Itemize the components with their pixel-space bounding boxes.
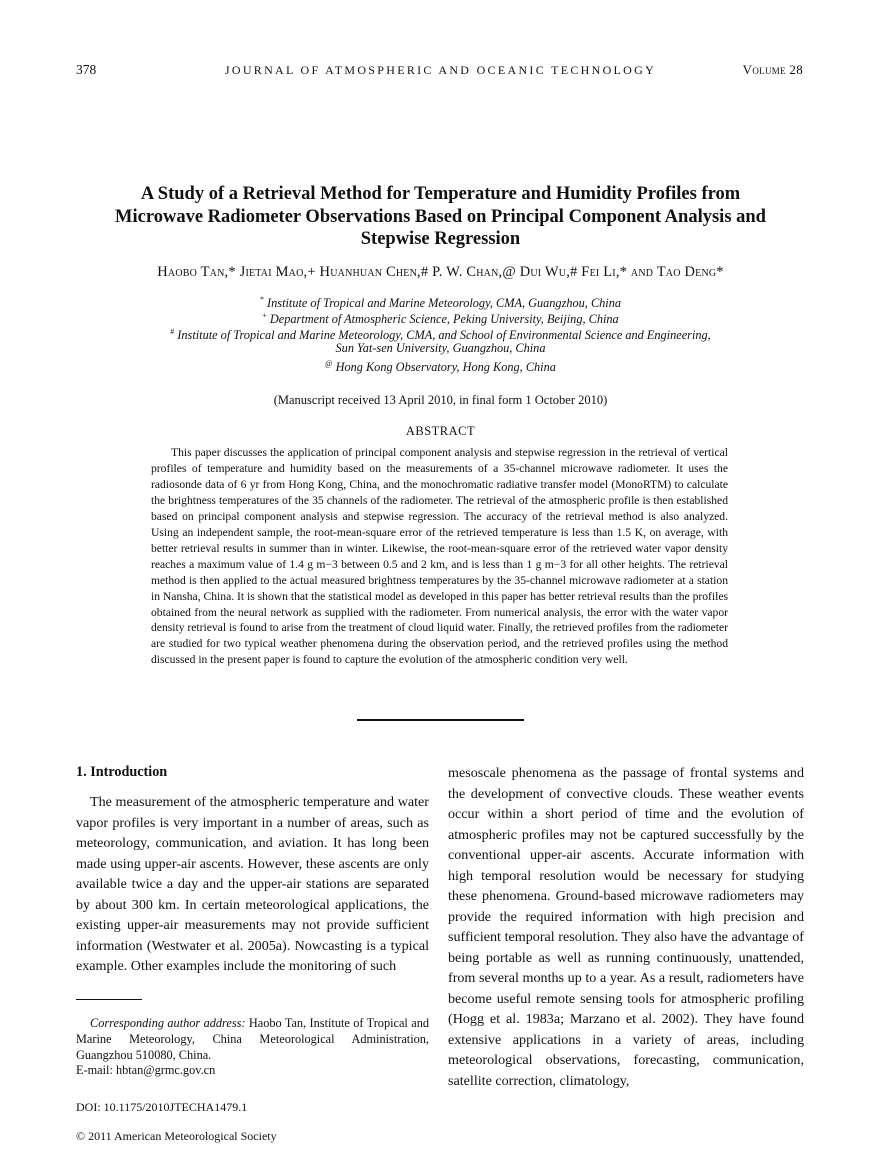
affiliation-4: @ Hong Kong Observatory, Hong Kong, China — [325, 359, 556, 375]
journal-name: JOURNAL OF ATMOSPHERIC AND OCEANIC TECHNOLOGY — [224, 63, 657, 77]
intro-paragraph-left: The measurement of the atmospheric temperature and water vapor profiles is very important in a number of areas, such as meteorology, communication, and aviation. It has long been made using upper-air ascents. However, these ascents are only available twice a day and the upper-air stations are separated by about 300 km. In certain meteorological applications, the existing upper-air measurements may not provide sufficient information (Westwater et al. 2005a). Nowcasting is a typical example. Other examples include the monitoring of such — [76, 794, 429, 974]
footnote-label: Corresponding author address: — [90, 1016, 246, 1030]
section-divider — [357, 719, 524, 721]
affiliation-3: # Institute of Tropical and Marine Meteorology, CMA, and School of Environmental Science and Engineering, — [170, 327, 711, 343]
intro-paragraph-right: mesoscale phenomena as the passage of frontal systems and the development of convective clouds. These weather events occur within a short period of time and the evolution of atmospheric profiles may not be captured successfully by the conventional upper-air ascents. Accurate information with high temporal resolution would be necessary for studying these phenomena. Ground-based microwave radiometers may provide the required information with high precision and sufficient temporal resolution. They also have the advantage of being portable as well as running continuously, unattended, from several months up to a year. As a result, radiometers have become useful remote sensing tools for atmospheric profiling (Hogg et al. 1983a; Marzano et al. 2002). They have found extensive applications in a variety of areas, including meteorological observations, forecasting, communication, satellite correction, climatology, — [448, 765, 804, 1089]
abstract-heading: ABSTRACT — [405, 424, 476, 438]
author-list: Haobo Tan,* Jietai Mao,+ Huanhuan Chen,# P. W. Chan,@ Dui Wu,# Fei Li,* and Tao Deng* — [157, 264, 724, 280]
affiliation-1: * Institute of Tropical and Marine Meteorology, CMA, Guangzhou, China — [259, 295, 622, 311]
abstract-body: This paper discusses the application of principal component analysis and stepwise regression in the retrieval of vertical profiles of temperature and humidity based on the measurements of a 35-channel microwave radiometer. It uses the radiosonde data of 6 yr from Hong Kong, China, and the monochromatic radiative transfer model (MonoRTM) to calculate the brightness temperatures of the 35 channels of the radiometer. The retrieval of the atmospheric profile is then established based on principal component analysis and stepwise regression. The accuracy of the retrieval method is also analyzed. Using an independent sample, the root-mean-square error of the retrieved temperature is less than 1.5 K, on average, with better retrieval results in summer than in winter. Likewise, the root-mean-square error of the retrieved water vapor density reaches a maximum value of 1.4 g m−3 between 0.5 and 2 km, and is less than 1 g m−3 for all other heights. The retrieval method is then applied to the actual measured brightness temperatures by the 35-channel microwave radiometer at a station in Nansha, China. It is shown that the statistical model as developed in this paper has better retrieval results than the profiles obtained from the neural network as supplied with the radiometer. From numerical analysis, the error with the water vapor density retrieval is found to arise from the treatment of cloud liquid water. Finally, the retrieved profiles from the radiometer are studied for two typical weather phenomena during the observation period, and the retrieved profiles using the method discussed in the present paper is found to capture the evolution of the atmospheric condition very well. — [151, 446, 728, 667]
affiliation-2: + Department of Atmospheric Science, Peking University, Beijing, China — [262, 311, 619, 327]
paper-title: A Study of a Retrieval Method for Temperature and Humidity Profiles from Microwave Radiometer Observations Based on Principal Component Analysis and Stepwise Regression — [115, 184, 766, 249]
copyright: © 2011 American Meteorological Society — [76, 1129, 277, 1143]
corresponding-author-footnote — [76, 1016, 429, 1079]
footnote-email[interactable]: E-mail: hbtan@grmc.gov.cn — [76, 1063, 216, 1078]
doi[interactable]: DOI: 10.1175/2010JTECHA1479.1 — [76, 1100, 248, 1114]
section-heading: 1. Introduction — [76, 764, 168, 780]
volume-label: Volume 28 — [742, 62, 803, 77]
manuscript-dates: (Manuscript received 13 April 2010, in final form 1 October 2010) — [273, 393, 608, 407]
footnote-divider — [76, 999, 142, 1000]
page-number: 378 — [76, 62, 97, 77]
affiliation-3-cont: Sun Yat-sen University, Guangzhou, China — [335, 341, 546, 355]
footnote-text: Haobo Tan, Institute of Tropical and Marine Meteorology, China Meteorological Administration, Guangzhou 510080, China. — [76, 1016, 429, 1062]
